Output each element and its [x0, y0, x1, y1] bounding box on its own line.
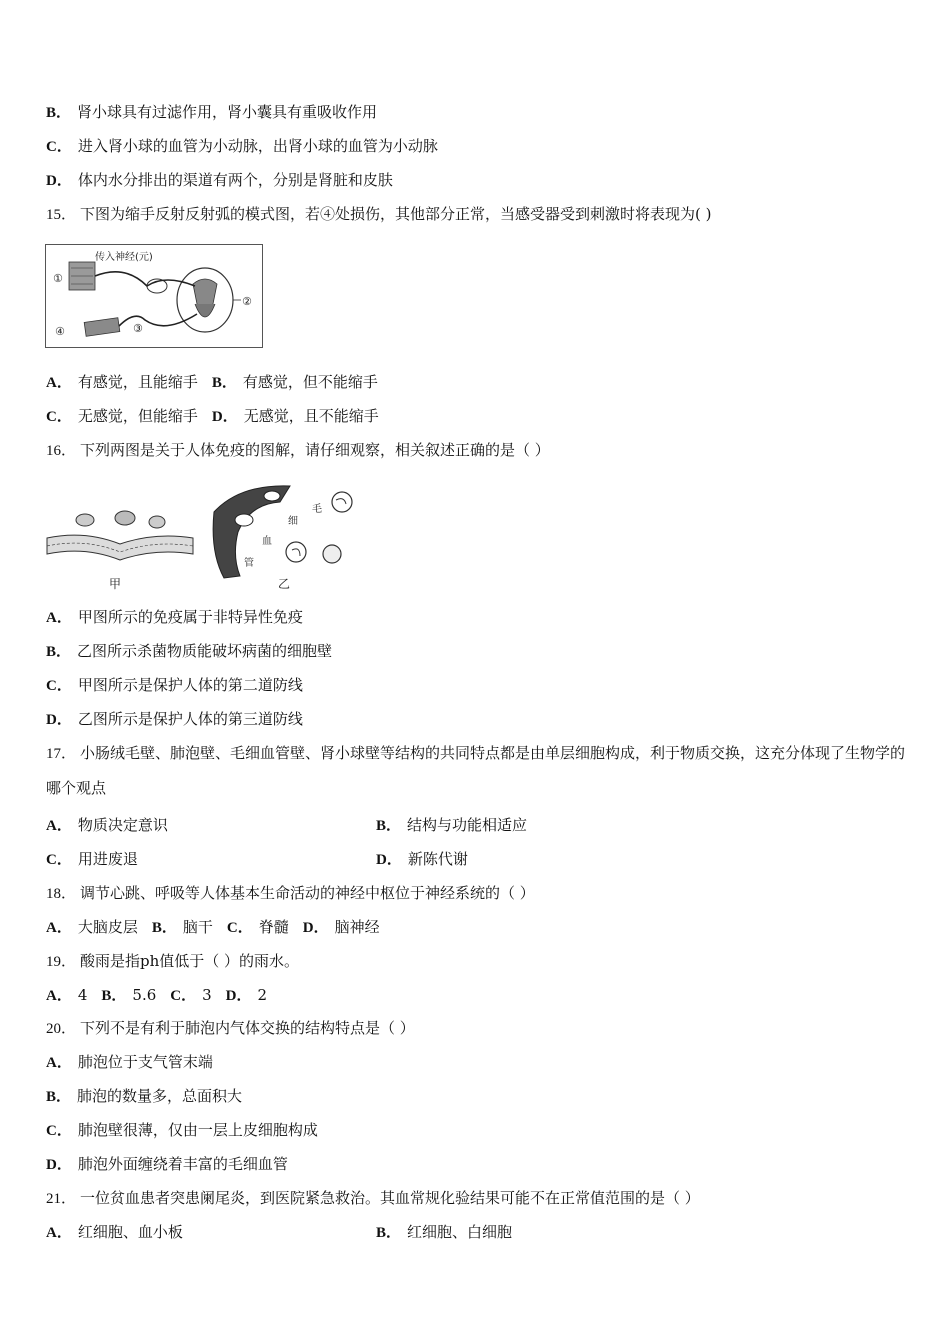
q16-option-d: [46, 709, 303, 730]
question-text: 一位贫血患者突患阑尾炎，到医院紧急救治。其血常规化验结果可能不在正常值范围的是（ ）: [80, 1189, 700, 1207]
question-text: 下图为缩手反射反射弧的模式图，若④处损伤，其他部分正常，当感受器受到刺激时将表现为( ): [80, 205, 712, 223]
question-number: 16．: [46, 443, 77, 459]
option-text: 脊髓: [258, 918, 289, 936]
option-label: C．: [46, 139, 72, 155]
option-text: 有感觉，但不能缩手: [242, 373, 378, 391]
afferent-nerve-label: 传入神经(元): [95, 252, 153, 263]
q20-stem: [46, 1018, 415, 1039]
option-text: 2: [257, 986, 268, 1004]
question-number: 19．: [46, 954, 77, 970]
q19-stem: [46, 951, 299, 972]
q21-option-a: [46, 1222, 183, 1243]
option-text: 新陈代谢: [407, 850, 468, 868]
option-text: 乙图所示杀菌物质能破坏病菌的细胞壁: [77, 642, 333, 660]
question-text: 下列两图是关于人体免疫的图解，请仔细观察，相关叙述正确的是（ ）: [80, 441, 550, 459]
question-text: 小肠绒毛壁、肺泡壁、毛细血管壁、肾小球壁等结构的共同特点都是由单层细胞构成，利于物质交换，这充分体现了生物学的哪个观点: [46, 744, 906, 797]
q20-option-d: [46, 1154, 288, 1175]
question-text: 酸雨是指ph值低于（ ）的雨水。: [80, 952, 300, 970]
option-text: 无感觉，且不能缩手: [243, 407, 379, 425]
option-text: 5.6: [132, 986, 157, 1004]
q14-option-d: [46, 170, 393, 191]
caption-yi: 乙: [278, 577, 291, 591]
option-label: A．: [46, 1055, 72, 1071]
option-text: 进入肾小球的血管为小动脉，出肾小球的血管为小动脉: [77, 137, 438, 155]
reflex-arc-figure: [45, 244, 263, 348]
option-label: C．: [46, 852, 72, 868]
option-text: 有感觉，且能缩手: [77, 373, 198, 391]
option-text: 脑神经: [334, 918, 380, 936]
capillary-char-guan: 管: [244, 558, 254, 569]
option-text: 肺泡壁很薄，仅由一层上皮细胞构成: [77, 1121, 318, 1139]
question-number: 17．: [46, 746, 77, 762]
q17-option-b: [376, 815, 527, 836]
option-text: 肺泡外面缠绕着丰富的毛细血管: [77, 1155, 288, 1173]
option-label: D．: [46, 173, 72, 189]
option-label: B．: [101, 988, 127, 1004]
option-text: 红细胞、白细胞: [407, 1223, 513, 1241]
option-label: A．: [46, 375, 72, 391]
q20-option-c: [46, 1120, 318, 1141]
option-label: B．: [376, 818, 402, 834]
option-text: 肺泡的数量多，总面积大: [77, 1087, 243, 1105]
option-label: D．: [302, 920, 329, 936]
option-label: A．: [46, 818, 72, 834]
q17-stem: [46, 736, 908, 805]
q20-option-a: [46, 1052, 213, 1073]
q18-stem: [46, 883, 535, 904]
q20-option-b: [46, 1086, 242, 1107]
mark-2: ②: [242, 295, 252, 308]
question-number: 15．: [46, 207, 77, 223]
option-label: C．: [170, 988, 197, 1004]
option-text: 大脑皮层: [77, 918, 138, 936]
q16-option-a: [46, 607, 303, 628]
mark-4: ④: [55, 325, 65, 338]
q18-options: [46, 917, 380, 938]
option-label: A．: [46, 1225, 72, 1241]
option-label: A．: [46, 920, 72, 936]
option-label: B．: [376, 1225, 402, 1241]
q14-option-b: [46, 102, 377, 123]
option-label: D．: [46, 1157, 72, 1173]
option-text: 结构与功能相适应: [407, 816, 528, 834]
option-text: 体内水分排出的渠道有两个，分别是肾脏和皮肤: [77, 171, 393, 189]
option-text: 4: [77, 986, 88, 1004]
option-text: 甲图所示的免疫属于非特异性免疫: [77, 608, 303, 626]
option-text: 乙图所示是保护人体的第三道防线: [77, 710, 303, 728]
option-text: 用进废退: [77, 850, 138, 868]
option-text: 红细胞、血小板: [77, 1223, 183, 1241]
q17-option-c: [46, 849, 138, 870]
option-text: 物质决定意识: [77, 816, 168, 834]
question-text: 下列不是有利于肺泡内气体交换的结构特点是（ ）: [80, 1019, 415, 1037]
option-label: B．: [46, 644, 72, 660]
q21-option-b: [376, 1222, 512, 1243]
capillary-char-mao: 毛: [312, 504, 322, 515]
option-label: A．: [46, 610, 72, 626]
option-label: C．: [46, 678, 72, 694]
option-label: A．: [46, 988, 72, 1004]
q21-stem: [46, 1188, 700, 1209]
q15-options-ab: [46, 372, 378, 393]
option-label: C．: [46, 409, 72, 425]
option-label: D．: [46, 712, 72, 728]
capillary-char-xue: 血: [262, 536, 272, 547]
q16-option-b: [46, 641, 332, 662]
option-label: D．: [225, 988, 252, 1004]
question-number: 21．: [46, 1191, 77, 1207]
option-text: 肾小球具有过滤作用，肾小囊具有重吸收作用: [77, 103, 378, 121]
question-number: 18．: [46, 886, 77, 902]
option-label: C．: [46, 1123, 72, 1139]
option-text: 3: [202, 986, 212, 1004]
q17-option-a: [46, 815, 168, 836]
immunity-figure-jia: [45, 482, 195, 594]
question-text: 调节心跳、呼吸等人体基本生命活动的神经中枢位于神经系统的（ ）: [80, 884, 535, 902]
q17-option-d: [376, 849, 468, 870]
question-number: 20．: [46, 1021, 77, 1037]
q14-option-c: [46, 136, 438, 157]
mark-1: ①: [53, 272, 63, 285]
caption-jia: 甲: [109, 577, 122, 591]
q16-option-c: [46, 675, 303, 696]
option-label: D．: [376, 852, 402, 868]
q16-stem: [46, 440, 550, 461]
q15-stem: [46, 204, 712, 225]
option-label: B．: [46, 1089, 72, 1105]
immunity-figure-yi: [210, 482, 360, 594]
option-label: B．: [46, 105, 72, 121]
option-label: B．: [211, 375, 237, 391]
option-label: B．: [151, 920, 177, 936]
q19-options: [46, 985, 267, 1006]
option-label: D．: [211, 409, 238, 425]
option-text: 脑干: [182, 918, 213, 936]
option-text: 甲图所示是保护人体的第二道防线: [77, 676, 303, 694]
option-text: 无感觉，但能缩手: [77, 407, 198, 425]
option-text: 肺泡位于支气管末端: [77, 1053, 213, 1071]
mark-3: ③: [133, 322, 143, 335]
option-label: C．: [226, 920, 253, 936]
q15-options-cd: [46, 406, 379, 427]
capillary-char-xi: 细: [288, 516, 298, 527]
